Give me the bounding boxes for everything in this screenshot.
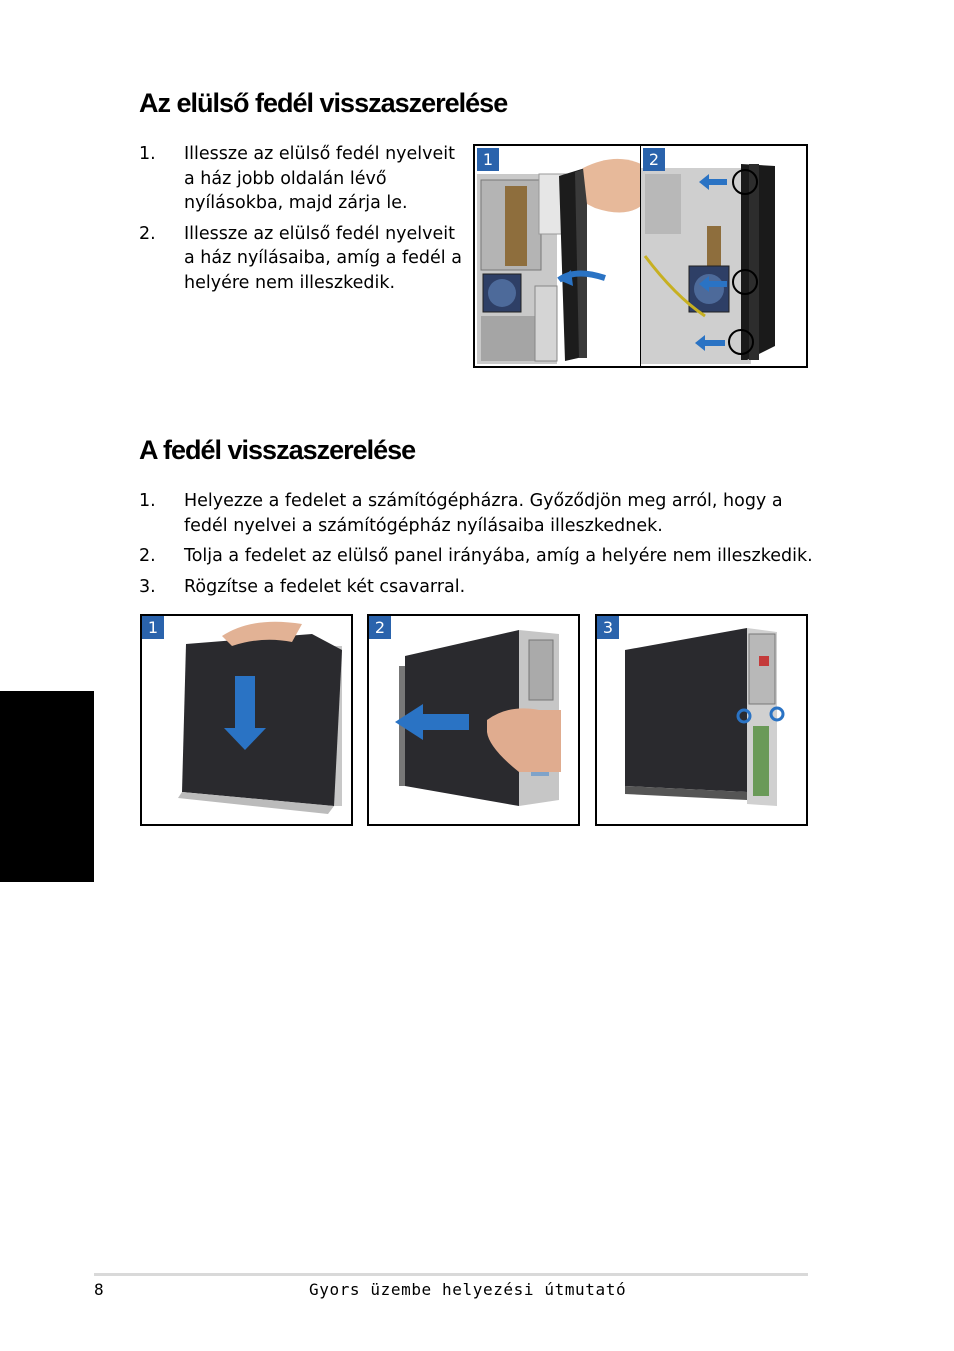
step-item bbox=[139, 575, 819, 600]
side-tab bbox=[0, 691, 94, 882]
step-text: Helyezze a fedelet a számítógépházra. Győződjön meg arról, hogy a fedél nyelvei a számítógépház nyílásaiba illeszkednek. bbox=[184, 491, 783, 536]
figure-badge: 1 bbox=[142, 616, 164, 639]
cover-figure-2 bbox=[367, 614, 580, 826]
figure-badge: 2 bbox=[369, 616, 391, 639]
step-item bbox=[139, 544, 819, 569]
step-number: 1. bbox=[139, 491, 156, 511]
step-item bbox=[139, 222, 469, 296]
front-cover-figure bbox=[473, 144, 808, 368]
page-number: 8 bbox=[94, 1280, 104, 1299]
figure-divider bbox=[640, 146, 641, 366]
step-text: Illessze az elülső fedél nyelveit a ház jobb oldalán lévő nyílásokba, majd zárja le. bbox=[184, 144, 455, 213]
section-title-cover: A fedél visszaszerelése bbox=[139, 435, 416, 465]
cover-figure-3 bbox=[595, 614, 808, 826]
step-item bbox=[139, 142, 469, 216]
step-number: 2. bbox=[139, 223, 156, 244]
step-text: Tolja a fedelet az elülső panel irányába, amíg a helyére nem illeszkedik. bbox=[184, 546, 813, 566]
cover-figure-1 bbox=[140, 614, 353, 826]
step-number: 3. bbox=[139, 576, 156, 597]
figure-badge: 1 bbox=[477, 148, 499, 171]
footer-rule bbox=[94, 1273, 808, 1276]
steps-cover bbox=[139, 489, 819, 605]
cover-photo-3 bbox=[597, 616, 806, 824]
cover-photo-2 bbox=[369, 616, 578, 824]
step-text: Illessze az elülső fedél nyelveit a ház nyílásaiba, amíg a fedél a helyére nem illeszkedik. bbox=[184, 223, 462, 293]
steps-front-cover bbox=[139, 142, 469, 301]
figure-badge: 2 bbox=[643, 148, 665, 171]
step-number: 2. bbox=[139, 546, 156, 566]
step-text: Rögzítse a fedelet két csavarral. bbox=[184, 576, 466, 597]
step-number: 1. bbox=[139, 144, 156, 164]
figure-badge: 3 bbox=[597, 616, 619, 639]
cover-photo-1 bbox=[142, 616, 351, 824]
footer-title: Gyors üzembe helyezési útmutató bbox=[309, 1280, 627, 1299]
section-title-front-cover: Az elülső fedél visszaszerelése bbox=[139, 88, 508, 118]
step-item bbox=[139, 489, 819, 538]
